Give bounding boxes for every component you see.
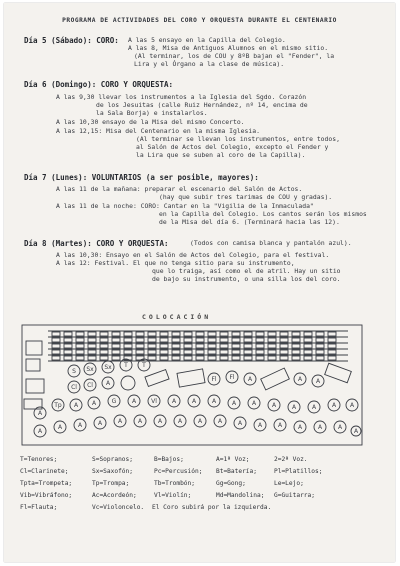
day-8-line: A las 12: Festival. El que no tenga sitio para su instrumento, xyxy=(56,259,295,267)
chorus-seat-label: A xyxy=(57,424,63,432)
diagram-title: COLOCACIÓN xyxy=(142,313,212,321)
day-6-line: la Lira que se suben al coro de la Capilla). xyxy=(136,151,306,159)
choir-chair xyxy=(184,350,192,354)
choir-chair xyxy=(52,332,60,336)
choir-chair xyxy=(268,332,276,336)
choir-chair xyxy=(256,332,264,336)
program-title: PROGRAMA DE ACTIVIDADES DEL CORO Y ORQUESTA DURANTE EL CENTENARIO xyxy=(62,17,337,24)
choir-chair xyxy=(148,338,156,342)
choir-chair xyxy=(64,350,72,354)
legend-entry: Md=Mandolina; xyxy=(216,492,265,499)
day-7-line: en la Capilla del Colegio. Los cantos serán los mismos xyxy=(159,210,367,218)
flute-seat-label: Fl xyxy=(229,374,235,382)
clarinet-seat-label: Cl xyxy=(71,384,77,392)
choir-chair xyxy=(292,356,300,360)
choir-chair xyxy=(52,350,60,354)
choir-chair xyxy=(232,332,240,336)
percussion-box xyxy=(26,341,42,355)
harp xyxy=(261,368,290,390)
choir-chair xyxy=(316,344,324,348)
chorus-seat-label: A xyxy=(105,380,111,388)
choir-chair xyxy=(268,356,276,360)
sax-seat-label: Sx xyxy=(86,366,94,374)
day-6-line: (Al terminar se llevan los instrumentos, entre todos, xyxy=(136,135,340,143)
choir-chair xyxy=(136,344,144,348)
choir-chair xyxy=(304,338,312,342)
chorus-seat-label: A xyxy=(131,398,137,406)
choir-chair xyxy=(232,344,240,348)
choir-chair xyxy=(148,344,156,348)
choir-chair xyxy=(220,338,228,342)
choir-chair xyxy=(160,344,168,348)
choir-chair xyxy=(280,332,288,336)
choir-chair xyxy=(304,332,312,336)
soprano-seat-label: S xyxy=(72,368,76,376)
day-7-line: A las 11 de la mañana: preparar el escenario del Salón de Actos. xyxy=(56,185,303,193)
choir-chair xyxy=(88,338,96,342)
legend-entry: Tp=Trompa; xyxy=(92,480,130,487)
day-5-line: Lira y el Órgano a la clase de música). xyxy=(134,60,285,68)
choir-chair xyxy=(304,350,312,354)
choir-chair xyxy=(244,338,252,342)
tuba-seat-label: Tp xyxy=(54,402,62,410)
day-8-line: de bajo su instrumento, o una silla los del coro. xyxy=(152,275,341,283)
legend-entry: Sx=Saxofón; xyxy=(92,468,133,475)
trumpet-seat-label: T xyxy=(124,362,128,370)
legend-entry: Le=Lejo; xyxy=(274,480,304,487)
chorus-seat-label: A xyxy=(251,400,257,408)
choir-chair xyxy=(304,356,312,360)
chorus-seat-label: A xyxy=(211,398,217,406)
choir-chair xyxy=(184,338,192,342)
chorus-seat-label: A xyxy=(353,428,359,436)
legend-entry: Pl=Platillos; xyxy=(274,468,323,475)
day-8-line: que lo traiga, así como el de atril. Hay un sitio xyxy=(152,267,341,275)
choir-chair xyxy=(136,332,144,336)
choir-chair xyxy=(256,356,264,360)
choir-chair xyxy=(208,338,216,342)
choir-chair xyxy=(220,356,228,360)
choir-chair xyxy=(124,344,132,348)
chorus-seat-label: A xyxy=(231,400,237,408)
choir-chair xyxy=(316,332,324,336)
choir-chair xyxy=(196,356,204,360)
choir-chair xyxy=(148,350,156,354)
choir-chair xyxy=(160,350,168,354)
choir-chair xyxy=(172,332,180,336)
choir-chair xyxy=(100,350,108,354)
vibraphone xyxy=(24,399,42,409)
choir-chair xyxy=(76,344,84,348)
legend-entry: 2=2ª Voz. xyxy=(274,456,308,463)
choir-chair xyxy=(292,350,300,354)
day-7-line: (hay que subir tres tarimas de COU y gradas). xyxy=(159,193,333,201)
chorus-seat-label: A xyxy=(117,418,123,426)
choir-chair xyxy=(124,338,132,342)
choir-chair xyxy=(76,338,84,342)
day-7-line: A las 11 de la noche: CORO: Cantar en la "Vigilia de la Inmaculada" xyxy=(56,202,314,210)
choir-chair xyxy=(268,350,276,354)
legend-entry: B=Bajos; xyxy=(154,456,184,463)
legend-entry: Pc=Percusión; xyxy=(154,468,203,475)
chorus-seat-label: A xyxy=(297,376,303,384)
chorus-seat-label: A xyxy=(331,402,337,410)
choir-chair xyxy=(100,338,108,342)
day-6-line: de los Jesuitas (calle Ruiz Hernández, nº 14, encima de xyxy=(96,101,308,109)
legend-entry: T=Tenores; xyxy=(20,456,58,463)
choir-chair xyxy=(208,332,216,336)
chorus-seat-label: A xyxy=(73,402,79,410)
flute-seat-label: Fl xyxy=(211,376,217,384)
choir-chair xyxy=(76,332,84,336)
choir-chair xyxy=(52,356,60,360)
chorus-seat-label: A xyxy=(37,428,43,436)
choir-chair xyxy=(184,332,192,336)
choir-chair xyxy=(196,344,204,348)
choir-chair xyxy=(244,344,252,348)
choir-chair xyxy=(208,356,216,360)
choir-chair xyxy=(160,338,168,342)
choir-chair xyxy=(172,344,180,348)
legend-entry: Cl=Clarinete; xyxy=(20,468,69,475)
chorus-seat-label: A xyxy=(315,378,321,386)
day-5-heading: Día 5 (Sábado): CORO: xyxy=(24,36,119,45)
chorus-seat-label: A xyxy=(291,404,297,412)
chorus-seat-label: A xyxy=(317,424,323,432)
choir-chair xyxy=(148,332,156,336)
choir-chair xyxy=(148,356,156,360)
choir-chair xyxy=(196,350,204,354)
day-6-line: A las 12,15: Misa del Centenario en la misma Iglesia. xyxy=(56,127,260,135)
legend-entry: Vc=Violoncelo. xyxy=(92,504,145,511)
day-5-line: A las 8, Misa de Antiguos Alumnos en el mismo sitio. xyxy=(128,44,329,52)
choir-chair xyxy=(280,350,288,354)
choir-chair xyxy=(64,344,72,348)
choir-chair xyxy=(172,356,180,360)
chorus-seat-label: A xyxy=(217,418,223,426)
choir-chair xyxy=(220,350,228,354)
chorus-seat-label: A xyxy=(157,418,163,426)
legend-entry: El Coro subirá por la izquierda. xyxy=(152,504,272,511)
choir-chair xyxy=(208,344,216,348)
day-6-line: al Salón de Actos del Colegio, excepto el Fender y xyxy=(136,143,329,151)
choir-chair xyxy=(112,350,120,354)
choir-chair xyxy=(268,344,276,348)
chorus-seat-label: A xyxy=(91,400,97,408)
choir-chair xyxy=(172,350,180,354)
chorus-seat-label: A xyxy=(257,422,263,430)
guitar-seat-label: G xyxy=(111,398,117,406)
legend-entry: Tpta=Trompeta; xyxy=(20,480,73,487)
legend-entry: Gg=Gong; xyxy=(216,480,246,487)
choir-chair xyxy=(76,350,84,354)
legend-entry: Bt=Batería; xyxy=(216,468,257,475)
legend-entry: S=Sopranos; xyxy=(92,456,133,463)
timpani xyxy=(121,376,135,390)
chorus-seat-label: A xyxy=(137,418,143,426)
choir-chair xyxy=(172,338,180,342)
choir-chair xyxy=(316,338,324,342)
day-7-line: de la Misa del día 6. (Terminará hacia las 12). xyxy=(159,218,340,226)
choir-chair xyxy=(268,338,276,342)
choir-chair xyxy=(292,344,300,348)
choir-chair xyxy=(52,344,60,348)
choir-chair xyxy=(196,332,204,336)
choir-chair xyxy=(316,356,324,360)
choir-chair xyxy=(136,338,144,342)
day-6-heading: Día 6 (Domingo): CORO Y ORQUESTA: xyxy=(24,80,174,89)
choir-chair xyxy=(328,344,336,348)
chorus-seat-label: A xyxy=(271,402,277,410)
legend-entry: Vl=Violín; xyxy=(154,492,192,499)
chorus-seat-label: A xyxy=(97,420,103,428)
choir-chair xyxy=(292,332,300,336)
program-sheet xyxy=(4,3,395,562)
day-7-heading: Día 7 (Lunes): VOLUNTARIOS (a ser posible, mayores): xyxy=(24,173,259,182)
choir-chair xyxy=(208,350,216,354)
choir-chair xyxy=(112,344,120,348)
choir-chair xyxy=(280,344,288,348)
organ xyxy=(325,363,352,382)
keyboard xyxy=(145,370,169,387)
choir-chair xyxy=(244,350,252,354)
choir-chair xyxy=(88,332,96,336)
choir-chair xyxy=(112,356,120,360)
choir-chair xyxy=(124,332,132,336)
choir-chair xyxy=(64,356,72,360)
chorus-seat-label: A xyxy=(197,418,203,426)
choir-chair xyxy=(328,332,336,336)
choir-chair xyxy=(232,350,240,354)
day-6-line: la Sala Borja) e instalarlos. xyxy=(96,109,208,117)
choir-chair xyxy=(328,338,336,342)
choir-chair xyxy=(76,356,84,360)
choir-chair xyxy=(328,356,336,360)
chorus-seat-label: A xyxy=(349,402,355,410)
day-5-line: (Al terminar, los de COU y 8ºB bajan el "Fender", la xyxy=(134,52,335,60)
choir-chair xyxy=(292,338,300,342)
choir-chair xyxy=(64,338,72,342)
seating-diagram xyxy=(18,321,378,449)
choir-chair xyxy=(280,356,288,360)
drum-kit xyxy=(26,379,44,393)
legend-entry: Fl=Flauta; xyxy=(20,504,58,511)
choir-chair xyxy=(220,344,228,348)
choir-chair xyxy=(184,356,192,360)
choir-chair xyxy=(124,350,132,354)
choir-chair xyxy=(112,338,120,342)
choir-chair xyxy=(88,350,96,354)
legend-entry: Tb=Trombón; xyxy=(154,480,195,487)
chorus-seat-label: A xyxy=(247,376,253,384)
seating-diagram-marks xyxy=(22,325,362,445)
trumpet-seat-label: T xyxy=(142,362,146,370)
day-8-heading-note: (Todos con camisa blanca y pantalón azul). xyxy=(190,239,352,247)
choir-chair xyxy=(100,356,108,360)
chorus-seat-label: A xyxy=(277,422,283,430)
choir-chair xyxy=(160,332,168,336)
choir-chair xyxy=(88,344,96,348)
chorus-seat-label: A xyxy=(177,418,183,426)
day-6-line: A las 10,30 ensayo de la Misa del mismo Concerto. xyxy=(56,118,245,126)
violin-seat-label: Vl xyxy=(151,398,157,406)
choir-chair xyxy=(136,350,144,354)
legend-entry: A=1ª Voz; xyxy=(216,456,250,463)
clarinet-seat-label: Cl xyxy=(87,382,93,390)
choir-chair xyxy=(112,332,120,336)
chorus-seat-label: A xyxy=(171,398,177,406)
choir-chair xyxy=(280,338,288,342)
chorus-seat-label: A xyxy=(191,398,197,406)
piano xyxy=(177,369,205,387)
day-6-line: A las 9,30 llevar los instrumentos a la Iglesia del Sgdo. Corazón xyxy=(56,93,307,101)
choir-chair xyxy=(328,350,336,354)
choir-chair xyxy=(88,356,96,360)
legend-entry: G=Guitarra; xyxy=(274,492,315,499)
chorus-seat-label: A xyxy=(237,420,243,428)
choir-chair xyxy=(244,356,252,360)
choir-chair xyxy=(64,332,72,336)
choir-chair xyxy=(256,338,264,342)
chorus-seat-label: A xyxy=(37,410,43,418)
choir-chair xyxy=(316,350,324,354)
day-8-line: A las 10,30: Ensayo en el Salón de Actos del Colegio, para el festival. xyxy=(56,251,330,259)
percussion-box xyxy=(26,359,40,371)
day-8-heading: Día 8 (Martes): CORO Y ORQUESTA: xyxy=(24,239,169,248)
legend-entry: Ac=Acordeón; xyxy=(92,492,137,499)
choir-chair xyxy=(160,356,168,360)
choir-chair xyxy=(184,344,192,348)
chorus-seat-label: A xyxy=(337,424,343,432)
choir-chair xyxy=(256,344,264,348)
sax-seat-label: Sx xyxy=(104,364,112,372)
choir-chair xyxy=(100,332,108,336)
choir-chair xyxy=(100,344,108,348)
choir-chair xyxy=(244,332,252,336)
chorus-seat-label: A xyxy=(311,404,317,412)
choir-chair xyxy=(304,344,312,348)
choir-chair xyxy=(232,356,240,360)
choir-chair xyxy=(232,338,240,342)
chorus-seat-label: A xyxy=(297,424,303,432)
legend-entry: Vib=Vibráfono; xyxy=(20,492,73,499)
choir-chair xyxy=(256,350,264,354)
chorus-seat-label: A xyxy=(77,422,83,430)
choir-chair xyxy=(196,338,204,342)
choir-chair xyxy=(52,338,60,342)
choir-chair xyxy=(220,332,228,336)
day-5-line: A las 5 ensayo en la Capilla del Colegio. xyxy=(128,36,286,44)
